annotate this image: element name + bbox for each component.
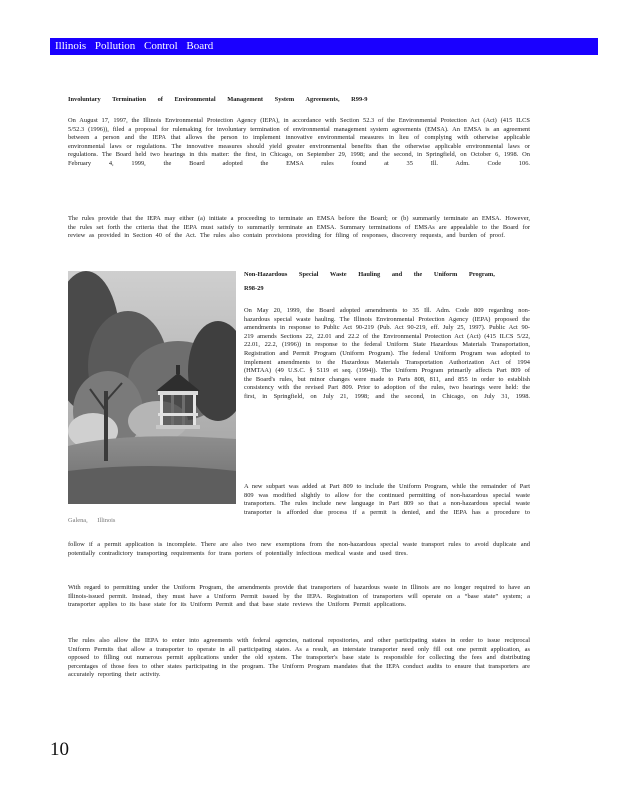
galena-gazebo-photo: [68, 271, 236, 504]
section1-paragraph-1: On August 17, 1997, the Illinois Environmental Protection Agency (IEPA), in accordance with Section 52.3 of the Environmental Protection Act (Act) (415 ILCS 5/52.3 (1996)), filed a proposal for rulemaking for involuntary termination of environmental management system agreements (EMSA). An EMSA is an agreement between a person and the IEPA that allows the person to implement innovative environmental measures in lieu of complying with otherwise applicable environmental laws or regulations. The innovative measures should yield greater environmental benefits than the otherwise applicable environmental laws or regulations. The Board held two hearings in this matter: the first, in Chicago, on September 29, 1998; and the second, in Springfield, on October 6, 1998. On February 4, 1999, the Board adopted the EMSA rules found at 35 Ill. Adm. Code 106.: [68, 117, 530, 167]
section2-paragraph-3: With regard to permitting under the Uniform Program, the amendments provide that transporters of hazardous waste in Illinois are no longer required to have an Illinois-issued permit. Instead, they must have a Uniform Permit issued by the IEPA. Registration of transporters will operate on a “base state” system; a transporter applies to its base state for its Uniform Permit and that base state reviews the Uniform Permit applications.: [68, 584, 530, 609]
banner-title: Illinois Pollution Control Board: [55, 40, 214, 52]
section2-paragraph-2-rest: follow if a permit application is incomplete. There are also two new exemptions from the non-hazardous special waste transport rules to avoid duplicate and potentially contradictory transporting requirements for trans porters of potentially infectious medical waste and used tires.: [68, 541, 530, 557]
section1-paragraph-2: The rules provide that the IEPA may either (a) initiate a proceeding to terminate an EMSA before the Board; or (b) summarily terminate an EMSA. However, the rules set forth the criteria that the IEPA must satisfy to summarily terminate an EMSA. Summary terminations of EMSAs are appealable to the Board for review as provided in Section 40 of the Act. The rules also contain provisions providing for filing of responses, discovery requests, and burden of proof.: [68, 215, 530, 240]
section2-heading-line-2: R98-29: [244, 285, 264, 292]
gazebo-photo-graphic: [68, 271, 236, 504]
section2-paragraph-4: The rules also allow the IEPA to enter into agreements with federal agencies, national repositories, and other participating states in order to issue reciprocal Uniform Permits that allow a transporter to operate in all participating states. As a result, an interstate transporter need only fill out one permit application, as opposed to filling out numerous permit applications under the old system. The transporter's base state is responsible for collecting the fees and distributing percentages of those fees to other states participating in the program. The Uniform Program mandates that the IEPA conduct audits to ensure that transporters are accurately reporting their activity.: [68, 637, 530, 679]
header-banner: [50, 38, 598, 55]
section1-heading: Involuntary Termination of Environmental Management System Agreements, R99-9: [68, 96, 368, 103]
photo-caption: Galena, Illinois: [68, 517, 116, 524]
page-number: 10: [50, 739, 69, 760]
section2-paragraph-1: On May 20, 1999, the Board adopted amendments to 35 Ill. Adm. Code 809 regarding non-hazardous special waste hauling. The Illinois Environmental Protection Agency (IEPA) proposed the amendments in response to Public Act 90-219 (Pub. Act 90-219, eff. July 25, 1997). Public Act 90-219 amends Sections 22, 22.01 and 22.2 of the Environmental Protection Act (Act) (415 ILCS 5/22, 22.01, 22.2, (1996)) in response to the federal Uniform State Hazardous Materials Transportation, Registration and Permit Program (Uniform Program). The federal Uniform Program was adopted to implement amendments to the Hazardous Materials Transportation Authorization Act of 1994 (HMTAA) (49 U.S.C. § 5119 et seq. (1994)). The Uniform Program primarily affects Part 809 of the Board's rules, but minor changes were made to Parts 808, 811, and 855 in order to establish consistency with the revised Part 809. Prior to adoption of the rules, two hearings were held: the first, in Springfield, on July 21, 1998; and the second, in Chicago, on July 31, 1998.: [244, 307, 530, 400]
section2-heading-line-1: Non-Hazardous Special Waste Hauling and the Uniform Program,: [244, 271, 495, 278]
section2-paragraph-2-intro: A new subpart was added at Part 809 to include the Uniform Program, while the remainder of Part 809 was modified slightly to allow for the continued permitting of non-hazardous special waste transporters. The rules include new language in Part 809 so that a non-hazardous special waste transporter is afforded due process if a permit is denied, and the IEPA has a procedure to: [244, 483, 530, 516]
